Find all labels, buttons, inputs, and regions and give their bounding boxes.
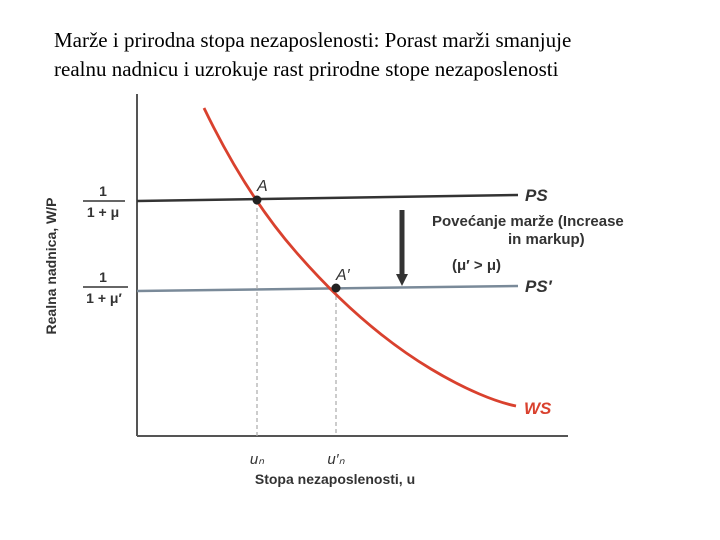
labor-market-diagram: [36, 84, 696, 504]
ps-label: PS: [525, 186, 548, 205]
x-axis-label: Stopa nezaposlenosti, u: [254, 471, 416, 487]
slide-title-line-1: Marže i prirodna stopa nezaposlenosti: Porast marži smanjuje: [54, 28, 572, 52]
annotation-line-1: Povećanje marže (Increase: [432, 213, 624, 230]
ps2-tick-numerator: 1: [99, 269, 107, 285]
point-a-marker: [253, 196, 262, 205]
annotation-line-2: in markup): [508, 231, 585, 248]
ps-line: [137, 195, 518, 201]
y-axis-label: Realna nadnica, W/P: [43, 197, 59, 335]
un-tick-label: uₙ: [249, 451, 265, 468]
ps2-tick-denominator: 1 + μ′: [86, 290, 122, 306]
point-a2-label: A′: [336, 267, 350, 284]
point-a-label: A: [257, 178, 268, 195]
ps-tick-denominator: 1 + μ: [86, 204, 120, 220]
annotation-line-3: (μ′ > μ): [452, 257, 502, 274]
ps-tick-numerator: 1: [99, 183, 107, 199]
point-a2-marker: [332, 284, 341, 293]
un2-tick-label: u′ₙ: [327, 451, 345, 468]
slide-title: [54, 26, 694, 84]
diagram-svg: [36, 84, 696, 504]
ws-label: WS: [524, 399, 552, 418]
ps2-label: PS′: [525, 277, 552, 296]
slide-title-line-2: realnu nadnicu i uzrokuje rast prirodne stope nezaposlenosti: [54, 57, 559, 81]
